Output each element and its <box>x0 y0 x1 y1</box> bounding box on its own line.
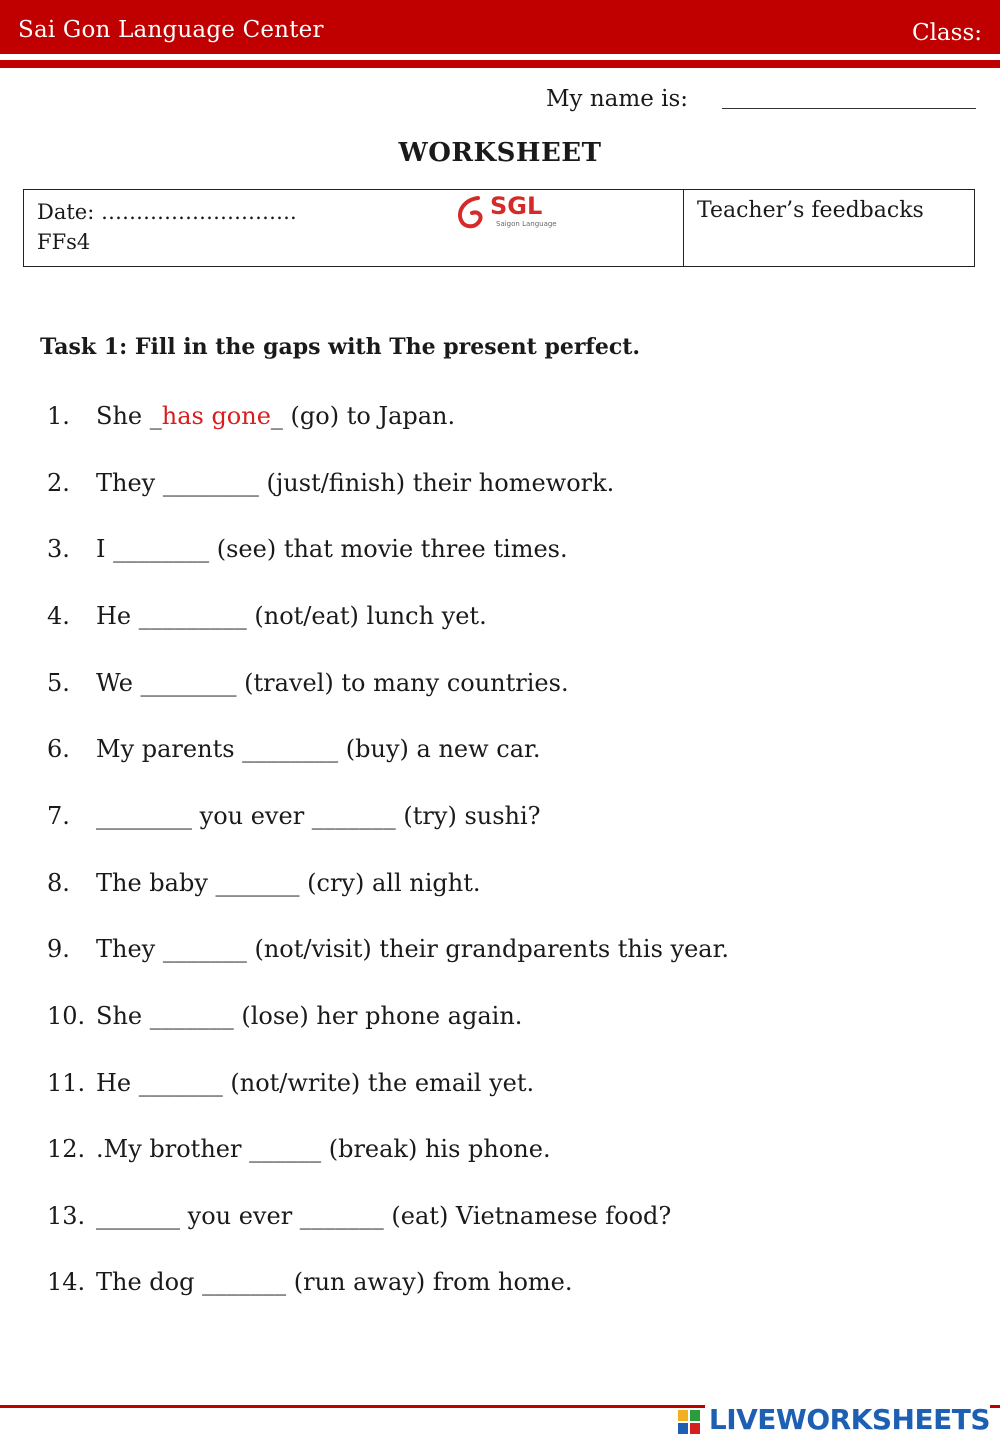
question-text[interactable]: My parents ________ (buy) a new car. <box>96 735 541 763</box>
question-prefix: She _ <box>96 402 162 430</box>
question-number: 10. <box>47 1002 86 1030</box>
question-text[interactable]: We ________ (travel) to many countries. <box>96 669 569 697</box>
question-text[interactable]: The baby _______ (cry) all night. <box>96 869 481 897</box>
question-number: 7. <box>47 802 70 830</box>
question-text[interactable]: _______ you ever _______ (eat) Vietnamese food? <box>96 1202 672 1230</box>
name-input-line[interactable] <box>722 108 976 109</box>
question-text <box>96 402 455 430</box>
question-number: 3. <box>47 535 70 563</box>
question-number: 12. <box>47 1135 86 1163</box>
question-text[interactable]: .My brother ______ (break) his phone. <box>96 1135 551 1163</box>
question-suffix: _ (go) to Japan. <box>270 402 456 430</box>
liveworksheets-brand: LIVEWORKSHEETS <box>705 1403 990 1436</box>
class-code: FFs4 <box>37 230 91 254</box>
sgl-swirl-icon <box>454 194 490 232</box>
task-heading: Task 1: Fill in the gaps with The present perfect. <box>40 334 641 360</box>
header-bar <box>0 0 1000 54</box>
info-box <box>23 189 975 267</box>
question-number: 2. <box>47 469 70 497</box>
question-text[interactable]: I ________ (see) that movie three times. <box>96 535 568 563</box>
question-number: 8. <box>47 869 70 897</box>
question-number: 4. <box>47 602 70 630</box>
page-title: WORKSHEET <box>398 138 602 168</box>
question-text[interactable]: ________ you ever _______ (try) sushi? <box>96 802 541 830</box>
info-divider <box>683 190 684 266</box>
question-text[interactable]: She _______ (lose) her phone again. <box>96 1002 523 1030</box>
question-number: 14. <box>47 1268 86 1296</box>
question-number: 9. <box>47 935 70 963</box>
question-number: 13. <box>47 1202 86 1230</box>
question-text[interactable]: He _________ (not/eat) lunch yet. <box>96 602 487 630</box>
date-label: Date: ………………………. <box>37 200 297 224</box>
center-name: Sai Gon Language Center <box>18 17 324 43</box>
question-text[interactable]: He _______ (not/write) the email yet. <box>96 1069 535 1097</box>
question-number: 6. <box>47 735 70 763</box>
class-label: Class: <box>911 20 982 46</box>
question-text[interactable]: They ________ (just/finish) their homework. <box>96 469 615 497</box>
feedback-label: Teacher’s feedbacks <box>697 198 924 223</box>
question-number: 5. <box>47 669 70 697</box>
question-text[interactable]: They _______ (not/visit) their grandparents this year. <box>96 935 730 963</box>
question-number: 1. <box>47 402 70 430</box>
question-text[interactable]: The dog _______ (run away) from home. <box>96 1268 573 1296</box>
liveworksheets-logo-icon <box>678 1410 700 1434</box>
answer-text[interactable]: has gone <box>161 402 271 430</box>
header-rule <box>0 60 1000 68</box>
logo-subtext: Saigon Language <box>496 220 557 228</box>
name-label: My name is: <box>546 86 689 112</box>
sgl-logo <box>454 194 558 232</box>
question-number: 11. <box>47 1069 86 1097</box>
logo-text: SGL <box>490 192 543 220</box>
